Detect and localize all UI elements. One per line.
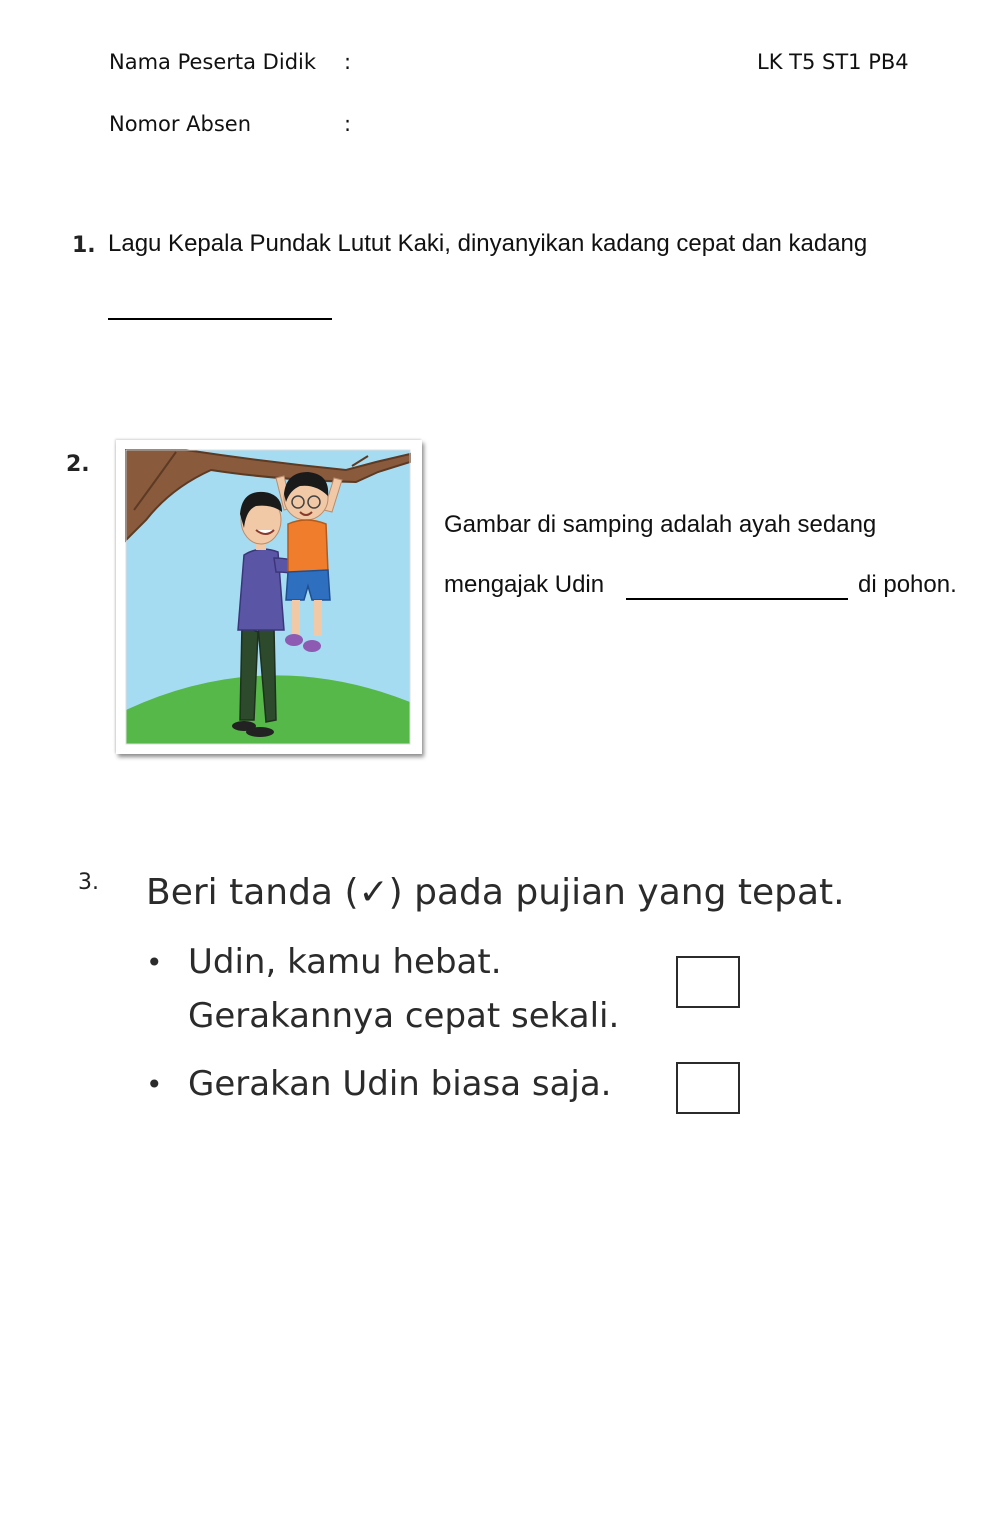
- question-2-picture-frame: [116, 440, 422, 754]
- question-3-number: 3.: [78, 870, 99, 895]
- absen-label: Nomor Absen: [109, 112, 252, 136]
- worksheet-code: LK T5 ST1 PB4: [757, 50, 909, 74]
- absen-colon: :: [344, 112, 352, 136]
- question-1-number: 1.: [72, 233, 96, 258]
- question-2-number: 2.: [66, 452, 90, 477]
- option-2-checkbox[interactable]: [676, 1062, 740, 1114]
- question-1-answer-blank[interactable]: [108, 288, 332, 320]
- name-label: Nama Peserta Didik: [109, 50, 317, 74]
- option-1-bullet: •: [146, 946, 163, 979]
- question-2-line-2-end: di pohon.: [858, 571, 957, 598]
- option-1-line-2: Gerakannya cepat sekali.: [188, 996, 620, 1036]
- option-2-line-1: Gerakan Udin biasa saja.: [188, 1064, 612, 1104]
- father-and-udin-tree-illustration: [116, 440, 422, 754]
- question-1-text: Lagu Kepala Pundak Lutut Kaki, dinyanyikan kadang cepat dan kadang: [108, 230, 868, 257]
- name-colon: :: [344, 50, 352, 74]
- question-2-answer-blank[interactable]: [626, 568, 848, 600]
- question-2-line-2-start: mengajak Udin: [444, 571, 605, 598]
- question-2-line-1: Gambar di samping adalah ayah sedang: [444, 511, 877, 538]
- option-1-line-1: Udin, kamu hebat.: [188, 942, 502, 982]
- option-1-checkbox[interactable]: [676, 956, 740, 1008]
- question-3-title: Beri tanda (✓) pada pujian yang tepat.: [146, 872, 845, 913]
- option-2-bullet: •: [146, 1068, 163, 1101]
